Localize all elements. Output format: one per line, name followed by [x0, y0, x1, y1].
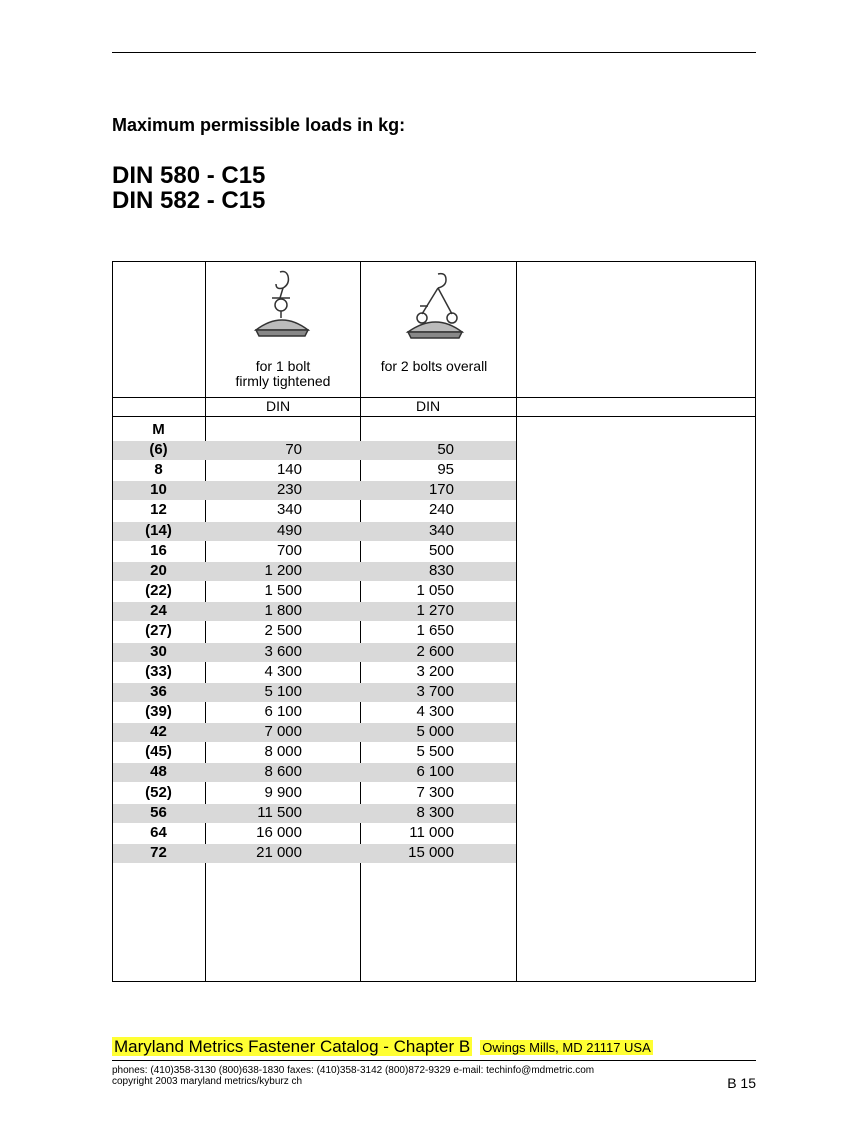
row-size: 24	[150, 602, 167, 619]
row-load-one-bolt: 340	[276, 501, 302, 518]
row-size: 64	[150, 824, 167, 841]
footer-rule	[112, 1060, 756, 1061]
size-header: M	[152, 421, 165, 438]
row-size: 72	[150, 844, 167, 861]
row-load-two-bolts: 170	[428, 481, 454, 498]
row-load-two-bolts: 1 270	[416, 602, 454, 619]
row-load-two-bolts: 830	[428, 562, 454, 579]
row-load-two-bolts: 240	[428, 501, 454, 518]
row-load-one-bolt: 9 900	[264, 784, 302, 801]
row-load-one-bolt: 7 000	[264, 723, 302, 740]
col1-unit: DIN	[266, 398, 291, 414]
row-load-two-bolts: 3 700	[416, 683, 454, 700]
row-load-two-bolts: 95	[437, 461, 454, 478]
row-load-one-bolt: 8 000	[264, 743, 302, 760]
row-size: 16	[150, 542, 167, 559]
row-load-two-bolts: 5 000	[416, 723, 454, 740]
row-size: 42	[150, 723, 167, 740]
row-load-two-bolts: 340	[428, 522, 454, 539]
col2-header: for 2 bolts overall	[380, 358, 488, 374]
row-load-one-bolt: 5 100	[264, 683, 302, 700]
standard-title-1: DIN 580 - C15	[112, 162, 266, 189]
table-col-divider	[516, 262, 517, 981]
row-load-one-bolt: 1 500	[264, 582, 302, 599]
page-subtitle: Maximum permissible loads in kg:	[112, 115, 406, 135]
row-size: (6)	[149, 441, 168, 458]
row-load-one-bolt: 21 000	[256, 844, 302, 861]
row-load-two-bolts: 1 050	[416, 582, 454, 599]
row-load-one-bolt: 140	[276, 461, 302, 478]
table-row-divider	[113, 416, 755, 417]
row-size: (14)	[145, 522, 172, 539]
row-load-two-bolts: 7 300	[416, 784, 454, 801]
footer-address: Owings Mills, MD 21117 USA	[482, 1040, 651, 1055]
row-load-two-bolts: 2 600	[416, 643, 454, 660]
col1-header-line1: for 1 bolt	[255, 358, 311, 374]
row-load-one-bolt: 16 000	[256, 824, 302, 841]
row-size: 20	[150, 562, 167, 579]
row-size: 48	[150, 763, 167, 780]
row-load-one-bolt: 3 600	[264, 643, 302, 660]
row-load-two-bolts: 15 000	[408, 844, 454, 861]
standard-title-2: DIN 582 - C15	[112, 187, 266, 214]
row-load-one-bolt: 11 500	[257, 804, 302, 821]
row-load-one-bolt: 8 600	[264, 763, 302, 780]
footer-copyright: copyright 2003 maryland metrics/kyburz ch	[112, 1076, 303, 1087]
row-load-two-bolts: 500	[428, 542, 454, 559]
row-size: (27)	[145, 622, 172, 639]
row-load-one-bolt: 1 800	[264, 602, 302, 619]
row-load-two-bolts: 8 300	[416, 804, 454, 821]
top-rule	[112, 52, 756, 53]
row-size: 30	[150, 643, 167, 660]
page-number: B 15	[727, 1075, 756, 1091]
col1-header	[206, 359, 360, 389]
row-load-two-bolts: 4 300	[416, 703, 454, 720]
row-size: 12	[150, 501, 167, 518]
row-load-two-bolts: 11 000	[409, 824, 454, 841]
row-size: (33)	[145, 663, 172, 680]
col1-header-line2: firmly tightened	[235, 373, 331, 389]
row-load-one-bolt: 6 100	[264, 703, 302, 720]
row-size: 8	[154, 461, 163, 478]
col2-unit: DIN	[416, 398, 441, 414]
row-size: 56	[150, 804, 167, 821]
row-size: (39)	[145, 703, 172, 720]
row-size: (22)	[145, 582, 172, 599]
single-eyebolt-load-icon	[250, 268, 314, 344]
row-size: (45)	[145, 743, 172, 760]
row-load-two-bolts: 3 200	[416, 663, 454, 680]
double-eyebolt-load-icon	[402, 270, 466, 346]
row-load-two-bolts: 1 650	[416, 622, 454, 639]
row-load-two-bolts: 50	[437, 441, 454, 458]
row-load-one-bolt: 490	[276, 522, 302, 539]
row-load-one-bolt: 70	[285, 441, 302, 458]
footer-banner	[112, 1037, 653, 1057]
row-load-one-bolt: 4 300	[264, 663, 302, 680]
row-load-two-bolts: 6 100	[416, 763, 454, 780]
row-load-one-bolt: 1 200	[264, 562, 302, 579]
row-size: 10	[150, 481, 167, 498]
row-load-one-bolt: 230	[276, 481, 302, 498]
footer-contact-line: phones: (410)358-3130 (800)638-1830 faxes: (410)358-3142 (800)872-9329 e-mail: techinfo@mdmetric.com	[112, 1065, 595, 1076]
row-size: (52)	[145, 784, 172, 801]
row-load-two-bolts: 5 500	[416, 743, 454, 760]
footer-catalog: Maryland Metrics Fastener Catalog - Chapter B	[114, 1037, 471, 1056]
footer-contact	[112, 1065, 594, 1087]
row-size: 36	[150, 683, 167, 700]
row-load-one-bolt: 700	[276, 542, 302, 559]
row-load-one-bolt: 2 500	[264, 622, 302, 639]
